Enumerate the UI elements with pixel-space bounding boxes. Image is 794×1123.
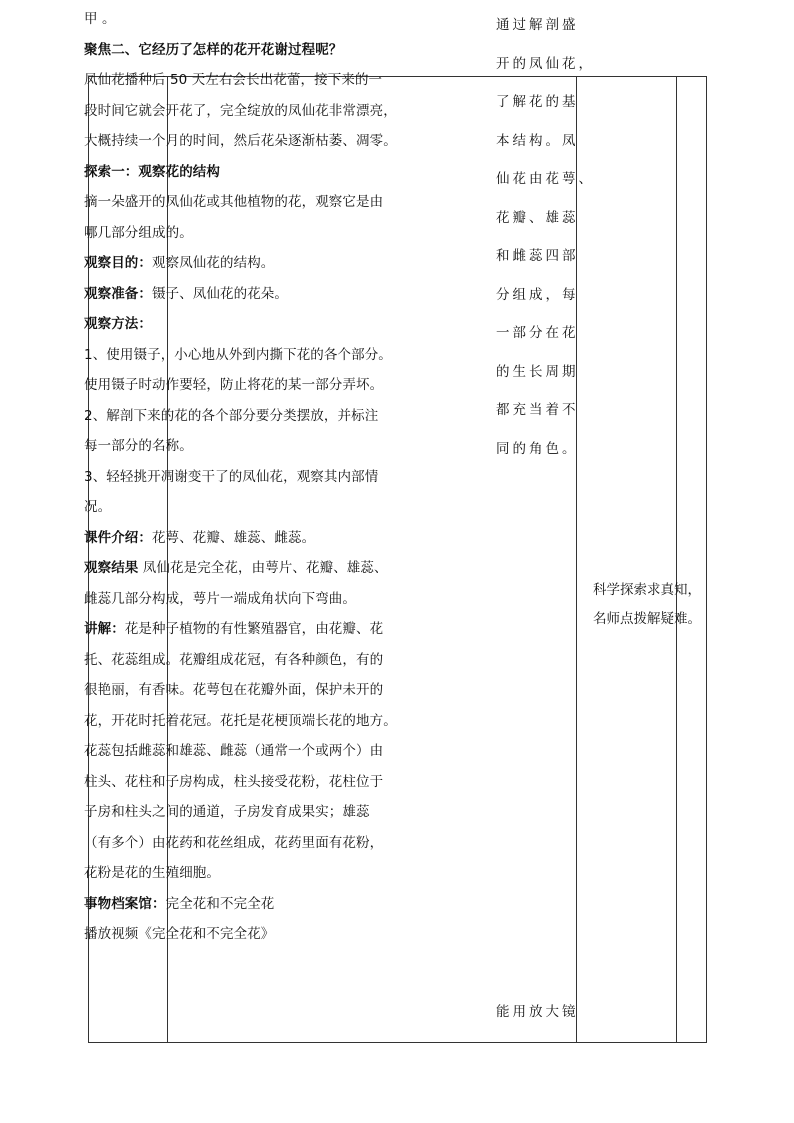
activity-line-text: 很艳丽，有香味。花萼包在花瓣外面，保护未开的 — [84, 682, 384, 698]
activity-line-text: 2、解剖下来的花的各个部分要分类摆放，并标注 — [84, 407, 379, 424]
activity-line — [84, 553, 486, 584]
activity-line — [84, 584, 486, 615]
activity-line-text: 1、使用镊子，小心地从外到内撕下花的各个部分。 — [84, 346, 392, 363]
activity-line — [84, 340, 486, 371]
activity-line-text: （有多个）由花药和花丝组成，花药里面有花粉， — [84, 834, 384, 851]
activity-line-text: 哪几部分组成的。 — [84, 224, 193, 241]
table-column-intent — [677, 77, 706, 1042]
intent-line: 科学探索求真知， — [593, 582, 701, 598]
activity-line — [84, 858, 486, 889]
activity-line — [84, 492, 486, 523]
activity-line — [84, 767, 486, 798]
activity-line-heading: 聚焦二、它经历了怎样的花开花谢过程呢？ — [84, 41, 343, 58]
activity-line — [84, 279, 486, 310]
purpose-line: 的生长周期 — [496, 363, 579, 380]
activity-line — [84, 65, 486, 96]
purpose-line: 仙花由花萼、 — [496, 171, 595, 187]
purpose-text — [496, 6, 595, 468]
intent-text — [593, 576, 705, 634]
purpose-line: 了解花的基 — [496, 94, 579, 110]
table-column-purpose — [577, 77, 677, 1042]
activity-line-heading: 事物档案馆： — [84, 895, 166, 912]
purpose-line: 通过解剖盛 — [496, 17, 579, 33]
activity-line — [84, 218, 486, 249]
activity-line-text: 每一部分的名称。 — [84, 438, 193, 454]
activity-line — [84, 675, 486, 706]
activity-line-heading: 探索一：观察花的结构 — [84, 163, 220, 180]
purpose-line: 分组成，每 — [496, 286, 579, 303]
activity-line-text: 花，开花时托着花冠。花托是花梗顶端长花的地方。 — [84, 712, 397, 729]
activity-text — [84, 4, 486, 950]
purpose-line: 花瓣、雄蕊 — [496, 209, 579, 226]
activity-line — [84, 736, 486, 767]
activity-line-text: 柱头、花柱和子房构成，柱头接受花粉，花柱位于 — [84, 773, 384, 790]
purpose-text-bottom: 能用放大镜 — [496, 1004, 579, 1020]
activity-line-text: 播放视频《完全花和不完全花》 — [84, 926, 275, 942]
activity-line-text: 凤仙花播种后 50 天左右会长出花蕾，接下来的一 — [84, 72, 383, 88]
activity-line — [84, 126, 486, 157]
activity-line-text: 况。 — [84, 499, 112, 515]
activity-line — [84, 35, 486, 66]
activity-line-heading: 讲解： — [84, 621, 125, 637]
activity-line — [84, 248, 486, 279]
activity-line — [84, 797, 486, 828]
activity-line-text: 大概持续一个月的时间，然后花朵逐渐枯萎、凋零。 — [84, 133, 397, 149]
activity-line — [84, 462, 486, 493]
activity-line — [84, 889, 486, 920]
activity-line-heading: 观察结果 — [84, 560, 139, 576]
intent-line: 名师点拨解疑难。 — [593, 611, 701, 627]
purpose-line: 同的角色。 — [496, 440, 579, 457]
activity-line — [84, 157, 486, 188]
activity-line — [84, 614, 486, 645]
activity-line — [84, 401, 486, 432]
activity-line-heading: 观察方法： — [84, 316, 152, 332]
purpose-line: 开的凤仙花， — [496, 55, 595, 72]
purpose-line: 一部分在花 — [496, 325, 579, 341]
purpose-line: 都充当着不 — [496, 402, 579, 418]
activity-line-heading: 课件介绍： — [84, 529, 152, 546]
activity-line — [84, 431, 486, 462]
activity-line-text: 托、花蕊组成。花瓣组成花冠，有各种颜色，有的 — [84, 651, 384, 668]
activity-line — [84, 706, 486, 737]
activity-line — [84, 828, 486, 859]
activity-line-text: 凤仙花是完全花，由萼片、花瓣、雄蕊、 — [138, 560, 388, 576]
activity-line — [84, 919, 486, 950]
activity-line-text: 甲 。 — [84, 11, 116, 27]
activity-line — [84, 523, 486, 554]
activity-line-text: 花萼、花瓣、雄蕊、雌蕊。 — [152, 529, 316, 546]
activity-line-text: 花粉是花的生殖细胞。 — [84, 865, 220, 881]
activity-line-text: 花是种子植物的有性繁殖器官，由花瓣、花 — [124, 621, 384, 637]
activity-line-heading: 观察准备： — [84, 285, 152, 302]
activity-line-text: 使用镊子时动作要轻，防止将花的某一部分弄坏。 — [84, 377, 384, 393]
activity-line-text: 完全花和不完全花 — [165, 895, 275, 912]
activity-line-text: 段时间它就会开花了，完全绽放的凤仙花非常漂亮， — [84, 102, 397, 119]
purpose-line: 本结构。凤 — [496, 132, 579, 149]
activity-line-text: 摘一朵盛开的凤仙花或其他植物的花，观察它是由 — [84, 194, 384, 210]
activity-line — [84, 4, 486, 35]
activity-line-text: 镊子、凤仙花的花朵。 — [152, 285, 288, 302]
activity-line — [84, 370, 486, 401]
activity-line-text: 雌蕊几部分构成，萼片一端成角状向下弯曲。 — [84, 590, 356, 607]
activity-line — [84, 187, 486, 218]
activity-line-text: 子房和柱头之间的通道，子房发育成果实；雄蕊 — [84, 804, 370, 820]
purpose-line: 和雌蕊四部 — [496, 248, 579, 264]
activity-line — [84, 645, 486, 676]
activity-line — [84, 96, 486, 127]
activity-line — [84, 309, 486, 340]
activity-line-text: 观察凤仙花的结构。 — [152, 255, 275, 271]
activity-line-heading: 观察目的： — [84, 255, 152, 271]
activity-line-text: 花蕊包括雌蕊和雄蕊、雌蕊（通常一个或两个）由 — [84, 743, 384, 759]
activity-line-text: 3、轻轻挑开凋谢变干了的凤仙花，观察其内部情 — [84, 468, 379, 485]
